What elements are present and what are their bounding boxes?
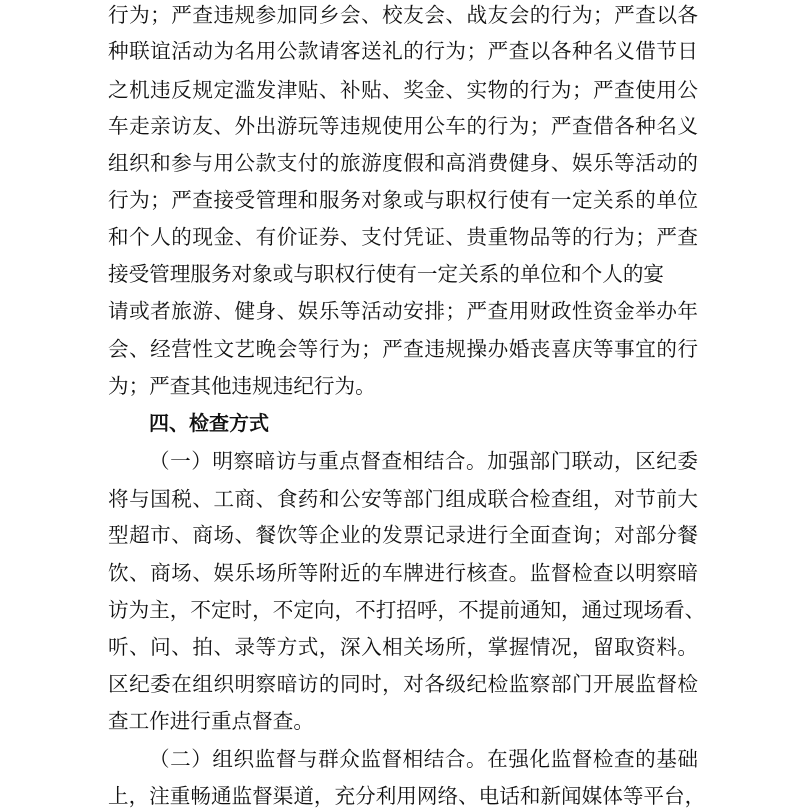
text-line: （二）组织监督与群众监督相结合。在强化监督检查的基础 <box>149 747 698 771</box>
text-line: 组织和参与用公款支付的旅游度假和高消费健身、娱乐等活动的 <box>108 151 698 175</box>
text-line: 将与国税、工商、食药和公安等部门组成联合检查组，对节前大 <box>108 487 698 511</box>
text-line: 区纪委在组织明察暗访的同时，对各级纪检监察部门开展监督检 <box>108 672 698 696</box>
text-line: （一）明察暗访与重点督查相结合。加强部门联动，区纪委 <box>149 449 698 473</box>
text-line: 会、经营性文艺晚会等行为；严查违规操办婚丧喜庆等事宜的行 <box>108 337 698 361</box>
text-line: 饮、商场、娱乐场所等附近的车牌进行核查。监督检查以明察暗 <box>108 561 698 585</box>
text-line: 听、问、拍、录等方式，深入相关场所，掌握情况，留取资料。 <box>108 635 698 659</box>
text-line: 之机违反规定滥发津贴、补贴、奖金、实物的行为；严查使用公 <box>108 78 698 102</box>
text-line: 行为；严查违规参加同乡会、校友会、战友会的行为；严查以各 <box>108 3 698 27</box>
text-line: 访为主，不定时，不定向，不打招呼，不提前通知，通过现场看、 <box>108 598 706 622</box>
text-line: 请或者旅游、健身、娱乐等活动安排；严查用财政性资金举办年 <box>108 299 698 323</box>
text-line: 和个人的现金、有价证券、支付凭证、贵重物品等的行为；严查 <box>108 225 698 249</box>
text-line: 接受管理服务对象或与职权行使有一定关系的单位和个人的宴 <box>108 262 665 286</box>
text-line: 种联谊活动为名用公款请客送礼的行为；严查以各种名义借节日 <box>108 39 698 63</box>
text-line: 行为；严查接受管理和服务对象或与职权行使有一定关系的单位 <box>108 188 698 212</box>
section-heading: 四、检查方式 <box>149 411 269 435</box>
text-line: 查工作进行重点督查。 <box>108 709 314 733</box>
text-line: 车走亲访友、外出游玩等违规使用公车的行为；严查借各种名义 <box>108 114 698 138</box>
text-line: 上，注重畅通监督渠道，充分利用网络、电话和新闻媒体等平台， <box>108 784 706 808</box>
text-line: 型超市、商场、餐饮等企业的发票记录进行全面查询；对部分餐 <box>108 523 698 547</box>
text-line: 为；严查其他违规违纪行为。 <box>108 374 376 398</box>
